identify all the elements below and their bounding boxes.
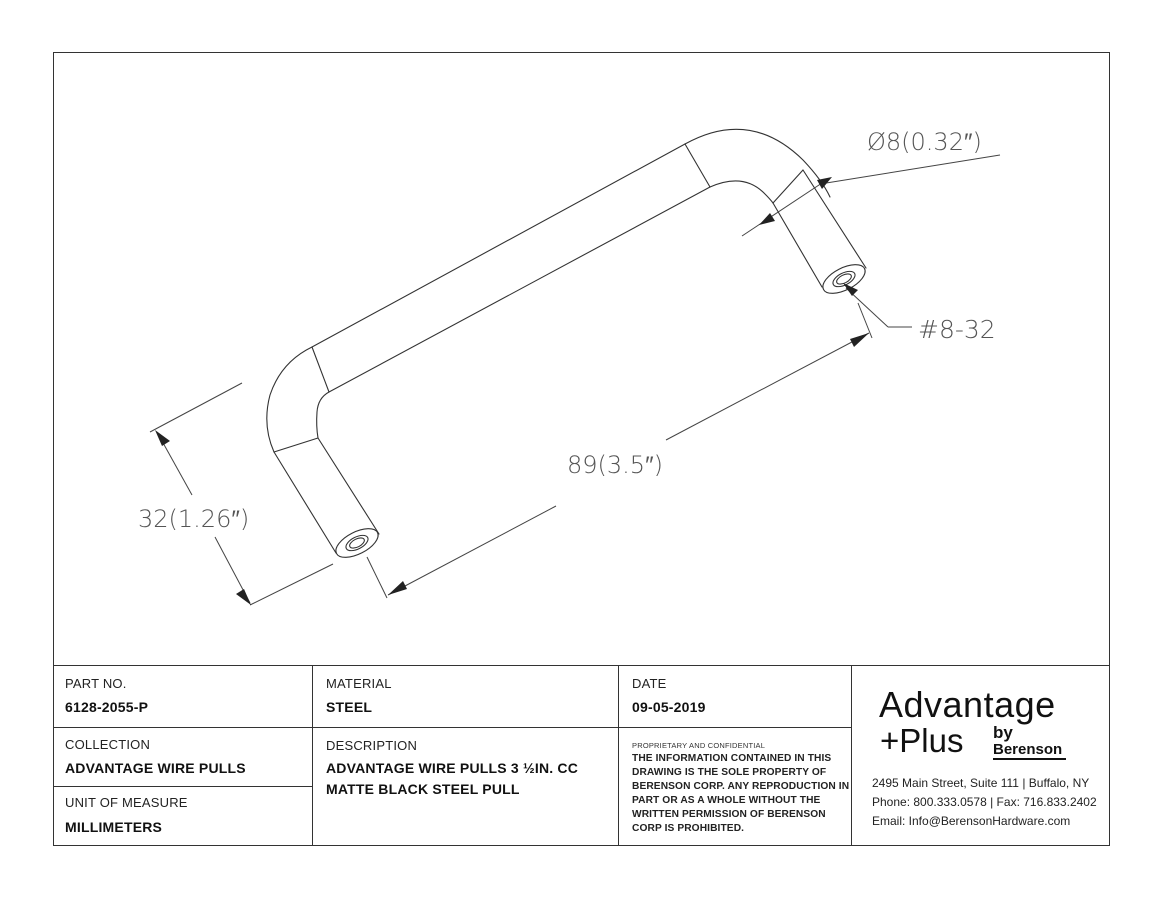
- right-leg-end: [819, 259, 870, 299]
- length-dim-line-a: [388, 506, 556, 595]
- height-extension-bottom: [250, 564, 333, 605]
- left-bend-inner: [317, 392, 329, 438]
- right-leg-bottom: [773, 203, 822, 287]
- material-label: MATERIAL: [326, 676, 392, 691]
- material-value: STEEL: [326, 699, 373, 715]
- date-label: DATE: [632, 676, 667, 691]
- right-leg-top: [803, 170, 866, 268]
- tb-row-divider-1: [53, 727, 852, 728]
- length-extension-right: [858, 303, 872, 338]
- logo-advantage: Advantage: [879, 684, 1056, 725]
- length-arrow-left: [388, 581, 407, 595]
- length-dim-line-b: [666, 333, 869, 440]
- part-no-label: PART NO.: [65, 676, 127, 691]
- height-arrow-top: [155, 430, 170, 446]
- tb-row-divider-2: [53, 786, 313, 787]
- company-email: Email: Info@BerensonHardware.com: [872, 814, 1071, 828]
- bar-top-edge: [312, 144, 685, 347]
- diameter-dim-line: [742, 183, 822, 236]
- collection-label: COLLECTION: [65, 737, 151, 752]
- length-arrow-right: [850, 333, 869, 347]
- left-thread-hole-inner: [348, 536, 366, 550]
- diameter-arrow-bottom: [759, 213, 775, 225]
- proprietary-text: THE INFORMATION CONTAINED IN THIS DRAWING IS THE SOLE PROPERTY OF BERENSON CORP. ANY REPRODUCTION IN PART OR AS A WHOLE WITHOUT THE WRITTEN PERMISSION OF BERENSON CORP IS PROHIBITED.: [632, 753, 850, 834]
- company-phone: Phone: 800.333.0578 | Fax: 716.833.2402: [872, 795, 1097, 809]
- bar-bottom-edge: [329, 187, 710, 392]
- thread-label: #8-32: [918, 315, 996, 344]
- title-block: [53, 665, 1110, 846]
- tb-divider-1: [312, 666, 313, 846]
- tb-divider-2: [618, 666, 619, 846]
- right-bend-inner: [710, 181, 773, 203]
- description-label: DESCRIPTION: [326, 738, 418, 753]
- unit-value: MILLIMETERS: [65, 819, 163, 835]
- height-label: 32(1.26″): [138, 505, 250, 533]
- left-bend-seam-b: [274, 438, 318, 452]
- logo-berenson: Berenson: [993, 741, 1066, 760]
- left-leg-end: [332, 523, 383, 563]
- right-bend-outer: [685, 129, 830, 197]
- logo-plus: +Plus: [880, 722, 964, 759]
- length-label: 89(3.5″): [567, 451, 663, 479]
- company-address: 2495 Main Street, Suite 111 | Buffalo, NY: [872, 776, 1090, 790]
- proprietary-heading: PROPRIETARY AND CONFIDENTIAL: [632, 741, 766, 750]
- logo-by: by: [993, 723, 1013, 742]
- unit-label: UNIT OF MEASURE: [65, 795, 188, 810]
- left-bend-outer: [267, 347, 312, 452]
- left-bend-seam-a: [312, 347, 329, 392]
- left-leg-outer: [274, 452, 336, 553]
- left-leg-inner: [318, 438, 379, 534]
- collection-value: ADVANTAGE WIRE PULLS: [65, 760, 246, 776]
- height-arrow-bottom: [236, 589, 251, 605]
- description-value: ADVANTAGE WIRE PULLS 3 ½IN. CC MATTE BLACK STEEL PULL: [326, 760, 579, 797]
- height-extension-top: [150, 383, 242, 432]
- diameter-label: Ø8(0.32″): [867, 128, 982, 156]
- length-extension-left: [367, 557, 387, 598]
- right-bend-seam-a: [685, 144, 710, 187]
- part-no-value: 6128-2055-P: [65, 699, 149, 715]
- diameter-leader: [820, 155, 1000, 184]
- date-value: 09-05-2019: [632, 699, 706, 715]
